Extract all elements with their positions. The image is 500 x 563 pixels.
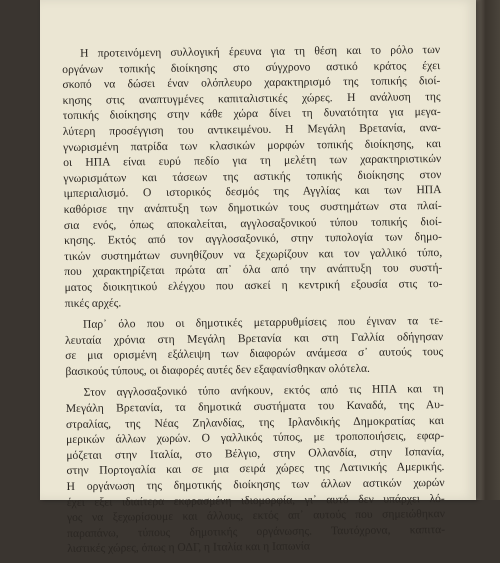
text-line: κησης. Εκτός από τον αγγλοσαξονικό, στην τυπολογία των δημο- [63,230,443,248]
text-line: ιμπεριαλισμό. Ο ιστορικός δεσμός της Αγγλίας και των ΗΠΑ [63,183,442,201]
text-line: οι ΗΠΑ είναι ευρύ πεδίο για τη μελέτη των χαρακτηριστικών [63,152,442,170]
text-line: λιστικές χώρες, όπως η ΟΔΓ, η Ιταλία και η Ιαπωνία [67,539,311,556]
text-line: πικές αρχές. [64,295,122,310]
text-line: που χαρακτηρίζεται πρώτα απ᾽ όλα από την ανάπτυξη του συστή- [64,261,443,279]
text-line: τικών συστημάτων συνηθίζουν να ξεχωρίζουν και τον γαλλικό τύπο, [64,245,443,263]
text-line: γος να ξεχωρίσουμε και άλλους, εκτός απ᾽ αυτούς που σημειώθηκαν [66,507,445,525]
text-line: γνωρισμάτων και τάσεων της αστικής τοπικής διοίκησης στον [63,167,442,185]
text-line: ματος διοικητικού ελέγχου που ασκεί η κεντρική εξουσία στις το- [64,276,443,294]
text-line: κησης στις αναπτυγμένες καπιταλιστικές χώρες. Η ανάλυση της [62,89,441,107]
paragraph [65,313,444,379]
text-line: σκοπό να δώσει έναν ολόπλευρο χαρακτηρισμό της τοπικής διοί- [62,74,441,92]
paragraph [66,381,446,556]
text-line: καθόρισε την ανάπτυξη των δημοτικών τους συστημάτων στα πλαί- [63,198,442,216]
book-page [40,0,476,556]
text-line: οργάνων τοπικής διοίκησης στο σύγχρονο αστικό κράτος έχει [62,58,441,76]
text-line: μερικών άλλων χωρών. Ο γαλλικός τύπος, με τροποποιήσεις, εφαρ- [66,429,445,447]
text-line: παραπάνω, τύπους δημοτικής οργάνωσης. Ταυτόχρονα, καπιτα- [67,522,446,540]
text-line: Η οργάνωση της δημοτικής διοίκησης των άλλων αστικών χωρών [66,476,445,494]
text-line: Η προτεινόμενη συλλογική έρευνα για τη θέση και το ρόλο των [80,43,441,60]
text-line: γνωρισμένη πατρίδα των κλασικών μορφών τοπικής διοίκησης, και [62,136,442,154]
text-line: στραλίας, της Νέας Ζηλανδίας, της Ιρλανδικής Δημοκρατίας και [65,413,445,431]
text-line: Μεγάλη Βρετανία, τα δημοτικά συστήματα του Καναδά, της Αυ- [65,398,444,416]
text-line: σια ενός, όπως αποκαλείται, αγγλοσαξονικού τύπου τοπικής διοί- [63,214,442,232]
text-line: λύτερη προσέγγιση του αντικειμένου. Η Μεγάλη Βρετανία, ανα- [62,121,441,138]
text-line: Παρ᾽ όλο που οι δημοτικές μεταρρυθμίσεις που έγιναν τα τε- [82,314,443,331]
paragraph [62,42,443,311]
text-line: μόζεται στην Ιταλία, στο Βέλγιο, στην Ολλανδία, στην Ισπανία, [66,444,445,462]
text-line: σε μια ορισμένη εξάλειψη των διαφορών ανάμεσα σ᾽ αυτούς τους [65,345,444,363]
text-line: τοπικής διοίκησης στην κάθε χώρα δίνει τη δυνατότητα για μεγα- [62,105,441,123]
text-line: λευταία χρόνια στη Μεγάλη Βρετανία και στη Γαλλία οδήγησαν [65,329,444,347]
text-line: έχει εξει ιδιαίτερα εκφρασμένη ιδιομορφία, γι᾽ αυτό δεν υπάρχει λό- [66,491,445,509]
body-text [62,42,445,563]
book-edge [476,0,500,500]
text-line: Στον αγγλοσαξονικό τύπο ανήκουν, εκτός από τις ΗΠΑ και τη [83,382,444,400]
text-line: βασικούς τύπους, οι διαφορές αυτές δεν εξαφανίσθηκαν ολότελα. [65,361,370,378]
text-line: στην Πορτογαλία και σε μια σειρά χώρες της Λατινικής Αμερικής. [66,460,445,478]
